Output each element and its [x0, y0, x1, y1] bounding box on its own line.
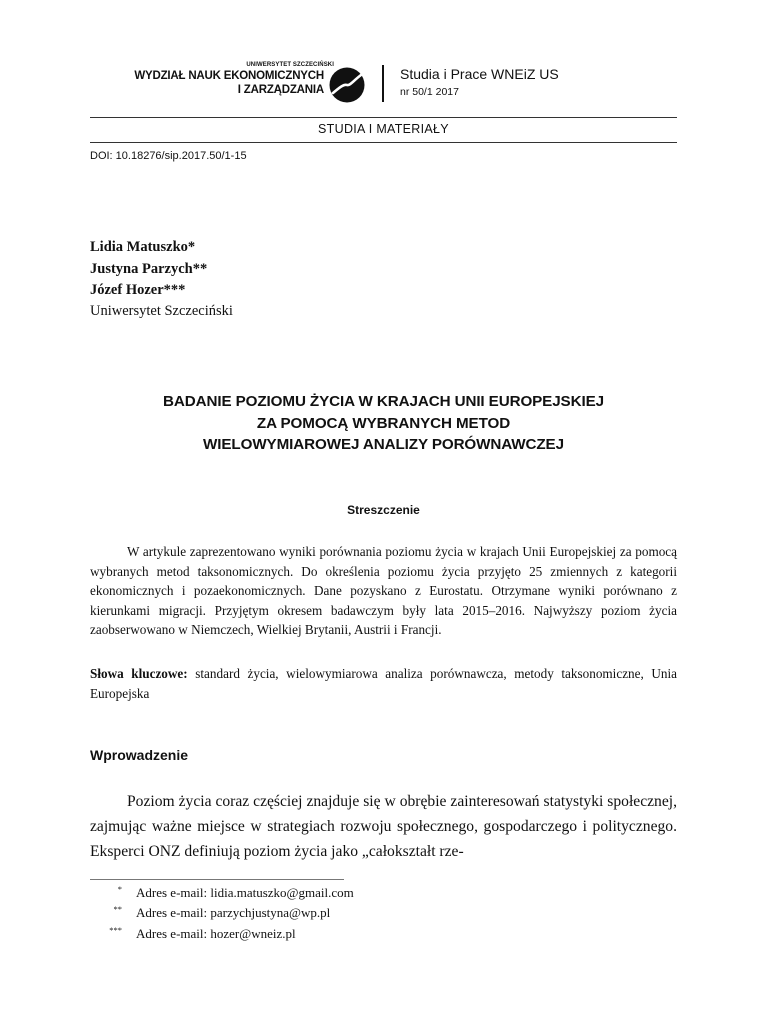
footnote-text: Adres e-mail: lidia.matuszko@gmail.com	[136, 885, 354, 900]
section-rule-bottom	[90, 142, 677, 143]
footnote-text: Adres e-mail: parzychjustyna@wp.pl	[136, 905, 331, 920]
university-name: UNIWERSYTET SZCZECIŃSKI	[246, 62, 334, 68]
paper-title-line-3: WIELOWYMIAROWEJ ANALIZY PORÓWNAWCZEJ	[203, 436, 564, 453]
faculty-name-line1: WYDZIAŁ NAUK EKONOMICZNYCH	[134, 70, 324, 82]
introduction-heading: Wprowadzenie	[90, 747, 189, 763]
footnote-mark: *	[117, 884, 122, 894]
paper-title-line-1: BADANIE POZIOMU ŻYCIA W KRAJACH UNII EUROPEJSKIEJ	[163, 393, 604, 410]
keywords-text: standard życia, wielowymiarowa analiza porównawcza, metody taksonomiczne, Unia Europejska	[90, 666, 677, 701]
footnote-mark: ***	[109, 925, 122, 935]
keywords-label: Słowa kluczowe:	[90, 666, 188, 681]
header-divider	[382, 65, 384, 102]
journal-name: Studia i Prace WNEiZ US	[400, 66, 559, 82]
faculty-name-line2: I ZARZĄDZANIA	[237, 84, 324, 96]
footnote-3	[90, 925, 296, 942]
footnote-2	[90, 904, 330, 921]
author-3: Józef Hozer***	[90, 282, 186, 298]
section-title: STUDIA I MATERIAŁY	[318, 122, 449, 136]
affiliation: Uniwersytet Szczeciński	[90, 303, 233, 319]
doi: DOI: 10.18276/sip.2017.50/1-15	[90, 150, 247, 162]
footnote-text: Adres e-mail: hozer@wneiz.pl	[136, 926, 296, 941]
keywords	[90, 664, 677, 703]
section-rule-top	[90, 117, 677, 118]
author-2: Justyna Parzych**	[90, 261, 208, 277]
journal-issue: nr 50/1 2017	[400, 86, 459, 98]
abstract-heading: Streszczenie	[347, 503, 420, 517]
author-1: Lidia Matuszko*	[90, 239, 196, 255]
abstract-text: W artykule zaprezentowano wyniki porównania poziomu życia w krajach Unii Europejskiej za pomocą wybranych metod taksonomicznych. Do określenia poziomu życia przyjęto 25 zmiennych z kategorii ekonomicznych i pozaekonomicznych. Dane pozyskano z Eurostatu. Otrzymane wyniki porównano z kierunkami migracji. Przyjętym okresem badawczym były lata 2015–2016. Najwyższy poziom życia zaobserwowano w Niemczech, Wielkiej Brytanii, Austrii i Francji.	[90, 544, 677, 637]
paper-title-line-2: ZA POMOCĄ WYBRANYCH METOD	[256, 415, 511, 432]
introduction-paragraph: Poziom życia coraz częściej znajduje się w obrębie zainteresowań statystyki społecznej, zajmując ważne miejsce w strategiach rozwoju społecznego, gospodarczego i politycznego. Eksperci ONZ definiują poziom życia jako „całokształt rze-	[90, 793, 677, 860]
footnote-mark: **	[113, 904, 122, 914]
footnote-rule	[90, 879, 344, 880]
abstract	[90, 542, 677, 640]
footnote-1	[90, 884, 354, 901]
faculty-logo-icon	[329, 67, 365, 103]
